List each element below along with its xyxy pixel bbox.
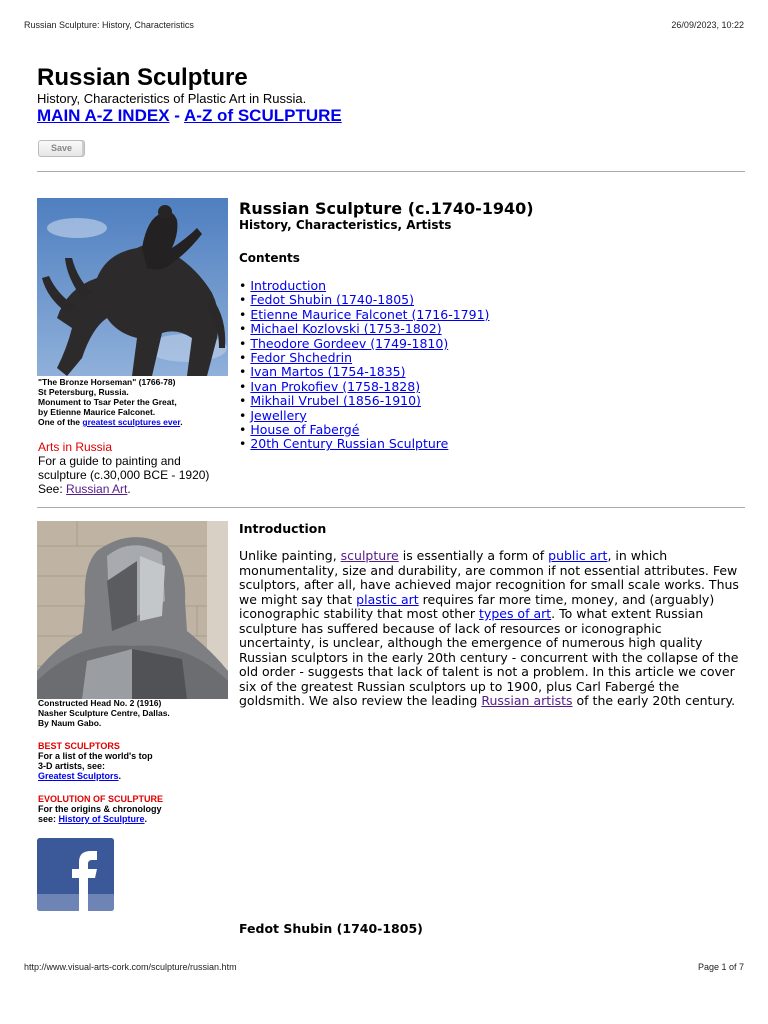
table-of-contents <box>239 279 489 452</box>
best-sculptors-heading: BEST SCULPTORS <box>38 741 120 751</box>
toc-link[interactable]: Fedot Shubin (1740-1805) <box>250 292 414 308</box>
toc-item <box>239 293 489 307</box>
types-of-art-link[interactable]: types of art <box>479 606 552 621</box>
caption-text: . <box>180 417 183 427</box>
toc-item <box>239 322 489 336</box>
arts-text: For a guide to painting and <box>38 454 181 468</box>
toc-link[interactable]: Ivan Martos (1754-1835) <box>250 364 406 380</box>
top-nav <box>37 106 342 126</box>
fedot-shubin-heading: Fedot Shubin (1740-1805) <box>239 921 423 936</box>
evolution-box <box>38 794 163 824</box>
article-subtitle: History, Characteristics, Artists <box>239 218 452 232</box>
arts-see <box>38 482 209 496</box>
history-of-sculpture-link[interactable]: History of Sculpture <box>58 814 145 824</box>
image-caption <box>38 698 170 728</box>
caption-title: "The Bronze Horseman" (1766-78) <box>38 377 176 387</box>
az-sculpture-link[interactable]: A-Z of SCULPTURE <box>184 106 342 125</box>
see-label: see: <box>38 814 59 824</box>
site-title: Russian Sculpture <box>37 64 248 91</box>
toc-link[interactable]: Mikhail Vrubel (1856-1910) <box>250 393 421 409</box>
best-text: 3-D artists, see: <box>38 761 106 771</box>
toc-link[interactable]: Michael Kozlovski (1753-1802) <box>250 321 442 337</box>
image-caption <box>38 377 183 427</box>
intro-text: requires far more time, money, and (arguably) iconographic stability that most other <box>239 591 715 621</box>
sculpture-link[interactable]: sculpture <box>340 548 399 563</box>
caption-line <box>38 417 183 427</box>
arts-heading: Arts in Russia <box>38 440 113 454</box>
best-text: For a list of the world's top <box>38 751 153 761</box>
constructed-head-image <box>37 521 228 699</box>
toc-item <box>239 394 489 408</box>
introduction-heading: Introduction <box>239 521 327 536</box>
intro-text: of the early 20th century. <box>572 693 736 708</box>
intro-text: Unlike painting, <box>239 548 341 563</box>
caption-line: By Naum Gabo. <box>38 718 102 728</box>
print-header-datetime: 26/09/2023, 10:22 <box>671 20 744 30</box>
see-label: See: <box>38 482 67 496</box>
period: . <box>144 814 148 824</box>
site-subtitle: History, Characteristics of Plastic Art in Russia. <box>37 91 307 106</box>
caption-line: by Etienne Maurice Falconet. <box>38 407 156 417</box>
nav-separator: - <box>169 106 185 125</box>
toc-item <box>239 351 489 365</box>
toc-link[interactable]: Etienne Maurice Falconet (1716-1791) <box>250 306 490 322</box>
plastic-art-link[interactable]: plastic art <box>356 591 419 607</box>
divider <box>37 507 745 508</box>
toc-link[interactable]: Introduction <box>250 278 327 293</box>
toc-item <box>239 437 489 451</box>
russian-artists-link[interactable]: Russian artists <box>481 693 573 708</box>
print-header-title: Russian Sculpture: History, Characteristics <box>24 20 194 30</box>
toc-item <box>239 409 489 423</box>
main-index-link[interactable]: MAIN A-Z INDEX <box>37 106 170 125</box>
toc-item <box>239 380 489 394</box>
caption-line: Monument to Tsar Peter the Great, <box>38 397 177 407</box>
greatest-sculptures-link[interactable]: greatest sculptures ever <box>82 417 181 427</box>
toc-link[interactable]: Fedor Shchedrin <box>250 350 353 366</box>
russian-art-link[interactable]: Russian Art <box>66 482 128 496</box>
print-footer-page: Page 1 of 7 <box>697 962 744 972</box>
arts-text: sculpture (c.30,000 BCE - 1920) <box>38 468 210 482</box>
toc-item <box>239 365 489 379</box>
period: . <box>118 771 122 781</box>
save-button[interactable]: Save <box>38 140 85 157</box>
greatest-sculptors-link[interactable]: Greatest Sculptors <box>38 771 119 781</box>
toc-link[interactable]: 20th Century Russian Sculpture <box>250 436 449 452</box>
toc-link[interactable]: Theodore Gordeev (1749-1810) <box>250 335 449 351</box>
toc-item <box>239 423 489 437</box>
print-footer-url: http://www.visual-arts-cork.com/sculpture/russian.htm <box>24 962 237 972</box>
arts-in-russia-box <box>38 440 209 496</box>
caption-text: One of the <box>38 417 83 427</box>
toc-link[interactable]: Ivan Prokofiev (1758-1828) <box>250 378 421 394</box>
toc-item <box>239 279 489 293</box>
toc-link[interactable]: Jewellery <box>250 407 307 423</box>
toc-item <box>239 337 489 351</box>
intro-text: . To what extent Russian sculpture has suffered because of lack of resources or iconographic uncertainty, is unclear, although the emergence of numerous high quality Russian sculptors in the early 20th century - concurrent with the collapse of the old order - suggests that lack of talent is not a problem. In this article we cover six of the greatest Russian sculptors up to 1900, plus Carl Fabergé the goldsmith. We also review the leading <box>239 606 739 708</box>
evolution-heading: EVOLUTION OF SCULPTURE <box>38 794 164 804</box>
facebook-icon[interactable] <box>37 838 114 911</box>
divider <box>37 171 745 172</box>
period: . <box>127 482 131 496</box>
public-art-link[interactable]: public art <box>548 548 608 563</box>
evolution-text: For the origins & chronology <box>38 804 162 814</box>
toc-item <box>239 308 489 322</box>
evolution-link-line <box>38 814 163 824</box>
best-link-line <box>38 771 153 781</box>
caption-line: Nasher Sculpture Centre, Dallas. <box>38 708 170 718</box>
caption-title: Constructed Head No. 2 (1916) <box>38 698 162 708</box>
introduction-paragraph <box>239 549 739 709</box>
bronze-horseman-image <box>37 198 228 376</box>
intro-text: , in which monumentality, size and durability, are common if not essential attributes. Few sculptors, after all, have achieved major recognition for small scale works. Thus we might say that <box>239 548 739 607</box>
article-title: Russian Sculpture (c.1740-1940) <box>239 199 534 218</box>
toc-link[interactable]: House of Fabergé <box>250 422 360 438</box>
best-sculptors-box <box>38 741 153 781</box>
contents-heading: Contents <box>239 251 300 265</box>
caption-line: St Petersburg, Russia. <box>38 387 129 397</box>
intro-text: is essentially a form of <box>398 548 549 563</box>
